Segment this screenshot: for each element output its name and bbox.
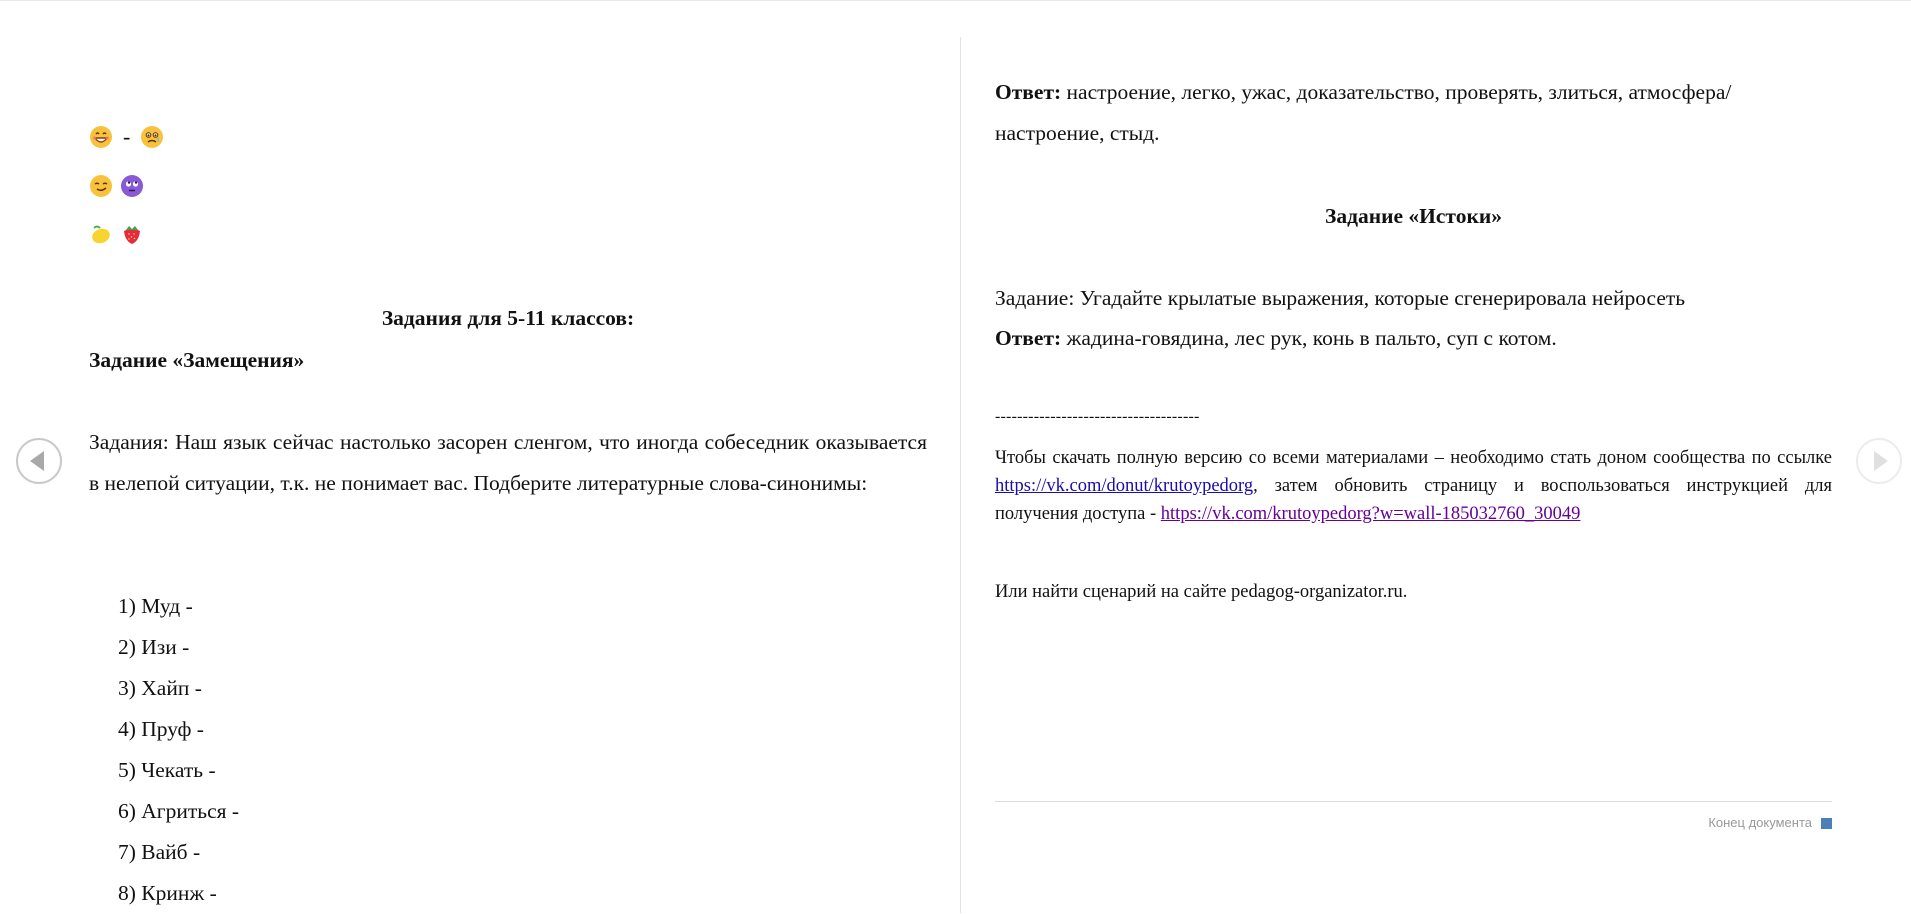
grinning-face-icon	[89, 125, 113, 149]
arrow-right-icon	[1874, 451, 1888, 471]
previous-page-button[interactable]	[16, 438, 62, 484]
emoji-row-2	[89, 174, 144, 198]
list-item: 5) Чекать -	[118, 758, 216, 782]
wall-post-link[interactable]: https://vk.com/krutoypedorg?w=wall-185032760_30049	[1160, 504, 1581, 524]
section-heading: Задания для 5-11 классов:	[381, 306, 635, 330]
alt-site-text: Или найти сценарий на сайте pedagog-organizator.ru.	[995, 582, 1408, 602]
task-2-text: Задание: Угадайте крылатые выражения, которые сгенерировала нейросеть	[995, 286, 1686, 310]
download-text-2: , затем обновить страницу и воспользоваться инструкцией для получения доступа -	[995, 476, 1832, 524]
separator-line: -------------------------------------	[995, 408, 1200, 425]
task-title: Задание «Замещения»	[89, 348, 305, 372]
eye-roll-purple-face-icon	[120, 174, 144, 198]
list-item: 7) Вайб -	[118, 840, 201, 864]
donut-link[interactable]: https://vk.com/donut/krutoypedorg	[995, 476, 1254, 496]
page-divider	[960, 37, 961, 913]
lemon-icon	[89, 222, 113, 246]
end-marker-icon	[1821, 818, 1832, 829]
left-page	[89, 0, 927, 913]
arrow-left-icon	[30, 451, 44, 471]
list-item: 2) Изи -	[118, 635, 190, 659]
task-text: Задания: Наш язык сейчас настолько засорен сленгом, что иногда собеседник оказывается в нелепой ситуации, т.к. не понимает вас. Подберите литературные слова-синонимы:	[89, 430, 927, 495]
emoji-row-3	[89, 222, 144, 246]
download-text-1: Чтобы скачать полную версию со всеми материалами – необходимо стать доном сообщества по ссылке	[995, 448, 1832, 468]
next-page-button[interactable]	[1856, 438, 1902, 484]
end-rule	[995, 801, 1832, 802]
answer-label: Ответ:	[995, 80, 1062, 104]
answer-text: жадина-говядина, лес рук, конь в пальто, суп с котом.	[1061, 326, 1557, 350]
end-of-document-label: Конец документа	[1708, 815, 1812, 830]
right-page	[995, 0, 1832, 913]
anxious-face-icon	[140, 125, 164, 149]
list-item: 8) Кринж -	[118, 881, 217, 905]
list-item: 6) Агриться -	[118, 799, 240, 823]
smirking-face-icon	[89, 174, 113, 198]
synonyms-list	[118, 586, 239, 914]
list-item: 4) Пруф -	[118, 717, 204, 741]
list-item: 3) Хайп -	[118, 676, 202, 700]
emoji-row-1	[89, 124, 164, 150]
answer-1	[995, 72, 1832, 154]
emoji-separator: -	[123, 124, 131, 149]
download-paragraph	[995, 444, 1832, 528]
answer-text: настроение, легко, ужас, доказательство, проверять, злиться, атмосфера/настроение, стыд.	[995, 80, 1732, 145]
section-heading-istoki: Задание «Истоки»	[1325, 204, 1502, 228]
answer-label: Ответ:	[995, 326, 1062, 350]
list-item: 1) Муд -	[118, 594, 193, 618]
answer-2	[995, 318, 1832, 359]
strawberry-icon	[120, 222, 144, 246]
